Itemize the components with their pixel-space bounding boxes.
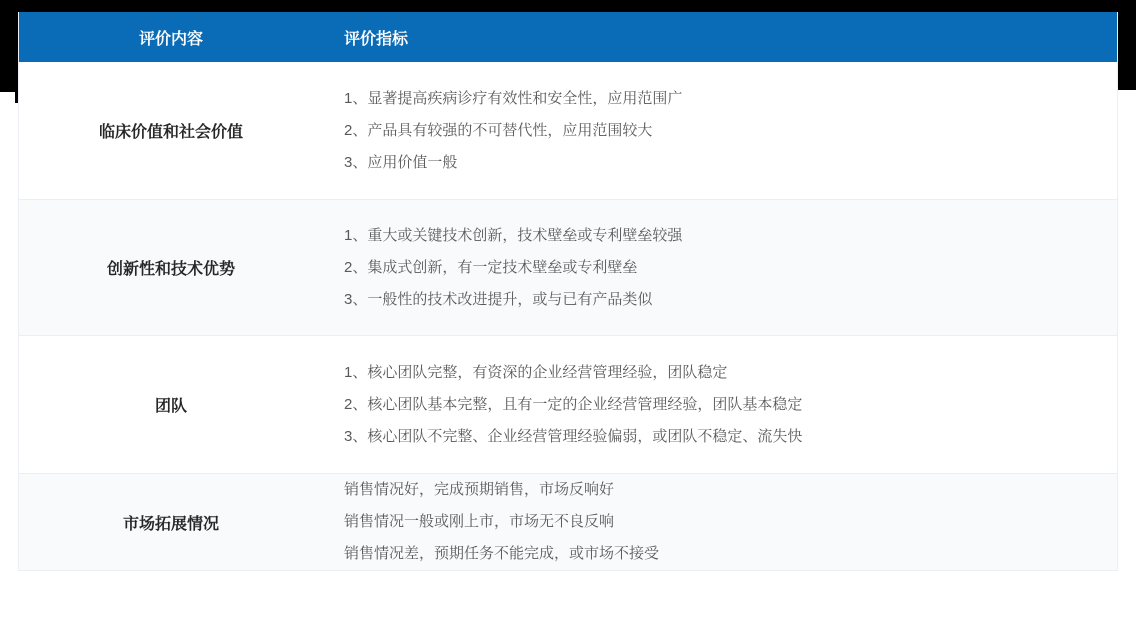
indicator-line: 1、重大或关键技术创新，技术壁垒或专利壁垒较强 bbox=[344, 226, 683, 244]
indicator-line: 2、产品具有较强的不可替代性，应用范围较大 bbox=[344, 121, 653, 139]
indicator-line: 3、一般性的技术改进提升，或与已有产品类似 bbox=[344, 290, 653, 308]
evaluation-table bbox=[18, 12, 1118, 571]
indicator-line: 3、应用价值一般 bbox=[344, 153, 458, 171]
row-label: 市场拓展情况 bbox=[122, 515, 219, 533]
indicator-line: 销售情况好，完成预期销售，市场反响好 bbox=[344, 481, 615, 498]
indicator-line: 1、显著提高疾病诊疗有效性和安全性，应用范围广 bbox=[344, 89, 683, 107]
indicator-line: 3、核心团队不完整、企业经营管理经验偏弱，或团队不稳定、流失快 bbox=[344, 427, 803, 445]
row-label: 创新性和技术优势 bbox=[106, 261, 235, 278]
content-cell bbox=[19, 474, 323, 570]
row-label: 团队 bbox=[154, 398, 187, 415]
indicator-cell bbox=[323, 200, 1117, 335]
table-row bbox=[19, 473, 1117, 570]
table-row bbox=[19, 62, 1117, 199]
header-cell-content bbox=[19, 26, 323, 49]
backdrop-left-strip bbox=[0, 0, 18, 92]
content-cell bbox=[19, 62, 323, 199]
backdrop-right-strip bbox=[1118, 0, 1136, 90]
table-row bbox=[19, 335, 1117, 473]
table-row bbox=[19, 199, 1117, 335]
indicator-cell bbox=[323, 336, 1117, 473]
header-cell-indicator bbox=[323, 26, 1117, 49]
indicator-line: 2、核心团队基本完整，且有一定的企业经营管理经验，团队基本稳定 bbox=[344, 395, 803, 413]
header-label-content: 评价内容 bbox=[138, 30, 203, 48]
row-label: 临床价值和社会价值 bbox=[98, 124, 243, 141]
indicator-cell bbox=[323, 62, 1117, 199]
content-cell bbox=[19, 200, 323, 335]
content-cell bbox=[19, 336, 323, 473]
indicator-cell bbox=[323, 474, 1117, 570]
table-header-row bbox=[19, 12, 1117, 62]
indicator-line: 销售情况一般或刚上市，市场无不良反响 bbox=[344, 513, 615, 530]
backdrop-top-strip bbox=[0, 0, 1136, 12]
header-label-indicator: 评价指标 bbox=[344, 30, 409, 48]
indicator-line: 2、集成式创新，有一定技术壁垒或专利壁垒 bbox=[344, 258, 638, 276]
indicator-line: 销售情况差，预期任务不能完成，或市场不接受 bbox=[344, 545, 660, 562]
indicator-line: 1、核心团队完整，有资深的企业经营管理经验，团队稳定 bbox=[344, 363, 728, 381]
